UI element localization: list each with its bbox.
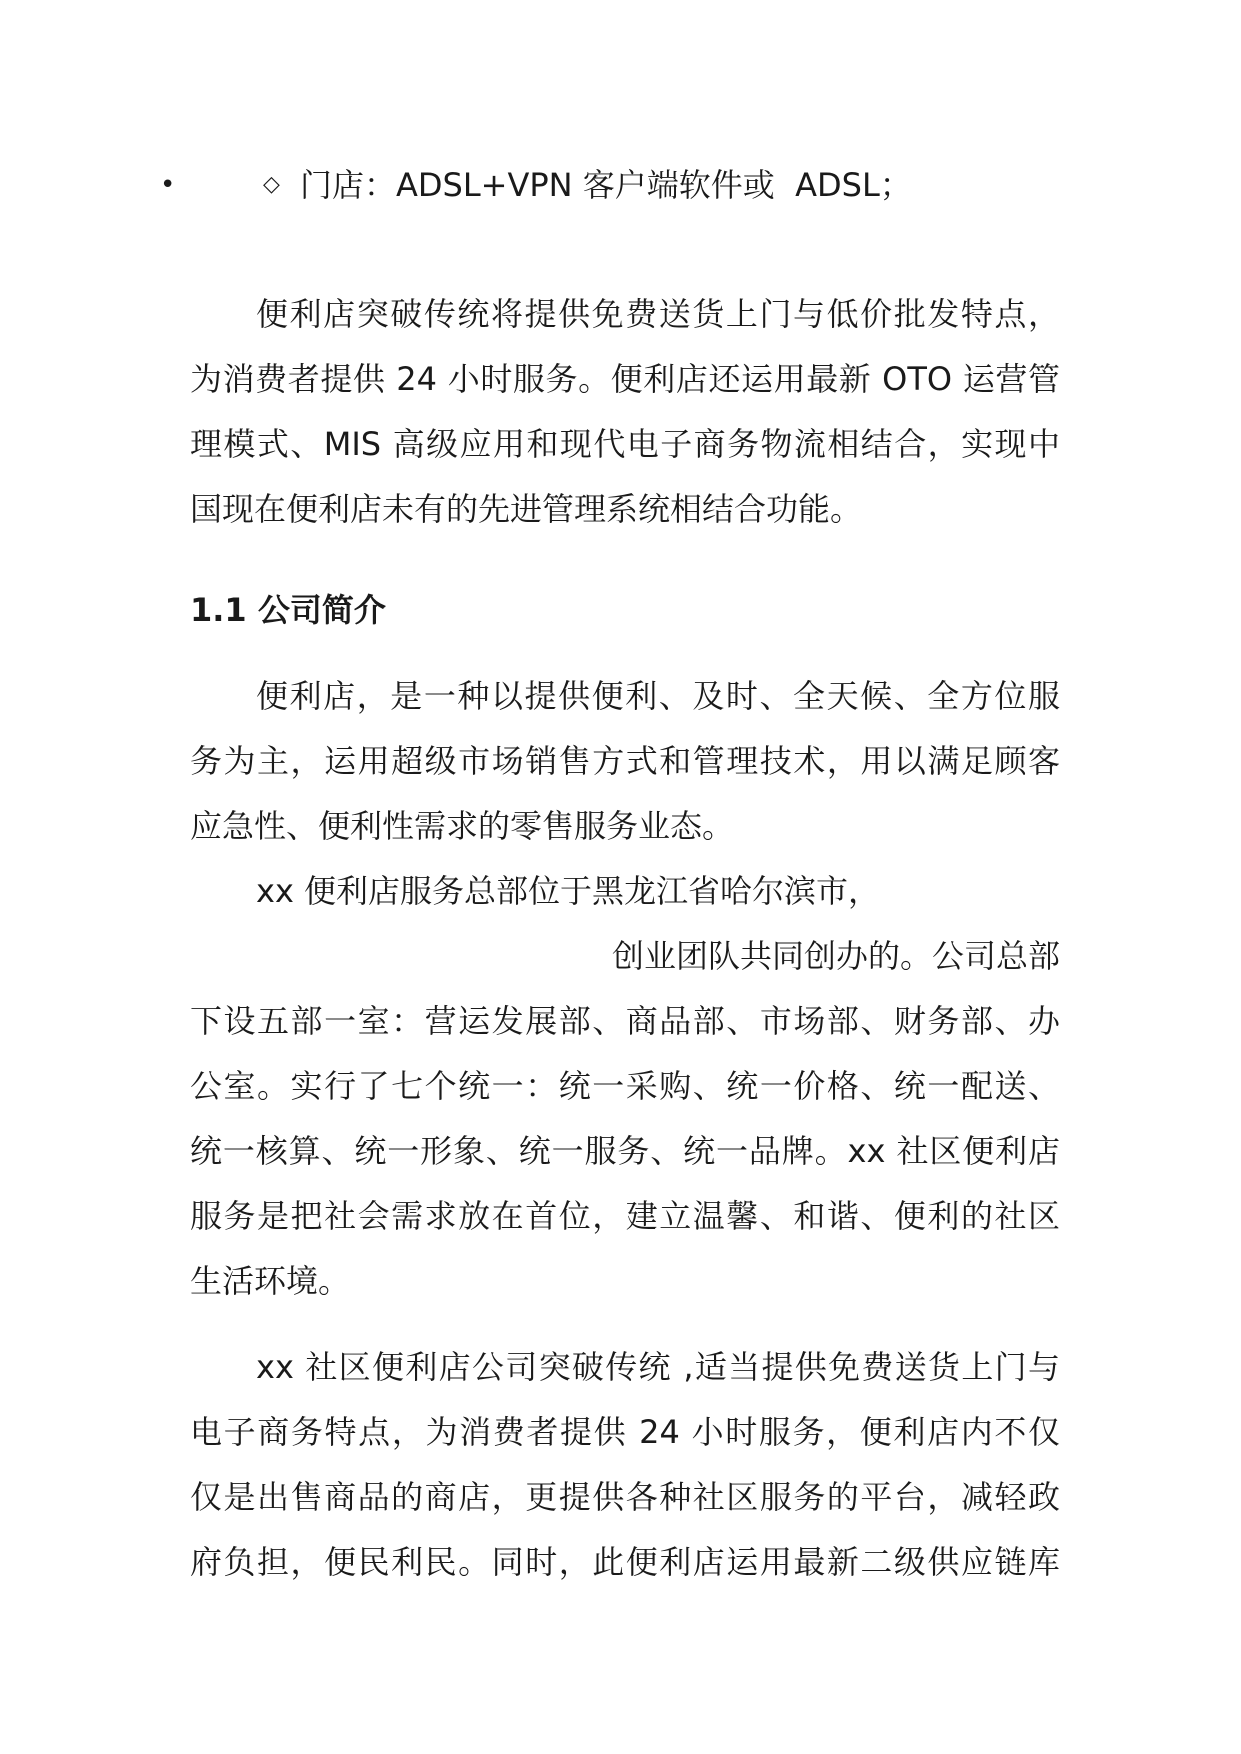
paragraph-line: 仅是出售商品的商店，更提供各种社区服务的平台，减轻政 xyxy=(190,1478,1060,1516)
paragraph-line: xx 便利店服务总部位于黑龙江省哈尔滨市， xyxy=(256,872,881,910)
diamond-bullet-icon: ◇ xyxy=(263,172,280,197)
paragraph-line: 便利店突破传统将提供免费送货上门与低价批发特点， xyxy=(256,295,1060,333)
section-heading: 1.1 公司简介 xyxy=(190,591,386,629)
paragraph-services xyxy=(190,1335,1060,1595)
paragraph-line: 生活环境。 xyxy=(190,1262,351,1300)
paragraph-line: 便利店，是一种以提供便利、及时、全天候、全方位服 xyxy=(256,677,1060,715)
paragraph-definition xyxy=(190,664,1060,859)
paragraph-line: 理模式、MIS 高级应用和现代电子商务物流相结合，实现中 xyxy=(190,425,1060,463)
bullet-text: 门店：ADSL+VPN 客户端软件或 ADSL； xyxy=(300,166,912,204)
paragraph-intro xyxy=(190,282,1060,542)
paragraph-line: xx 社区便利店公司突破传统 ,适当提供免费送货上门与 xyxy=(256,1348,1060,1386)
paragraph-line: 为消费者提供 24 小时服务。便利店还运用最新 OTO 运营管 xyxy=(190,360,1060,398)
paragraph-line: 下设五部一室：营运发展部、商品部、市场部、财务部、办 xyxy=(190,1002,1060,1040)
paragraph-company xyxy=(190,859,1060,1314)
bullet-item xyxy=(150,160,1110,210)
paragraph-line: 公室。实行了七个统一：统一采购、统一价格、统一配送、 xyxy=(190,1067,1060,1105)
paragraph-line: 创业团队共同创办的。公司总部 xyxy=(611,937,1060,975)
paragraph-line: 电子商务特点，为消费者提供 24 小时服务，便利店内不仅 xyxy=(190,1413,1060,1451)
paragraph-line: 务为主，运用超级市场销售方式和管理技术，用以满足顾客 xyxy=(190,742,1060,780)
paragraph-line: 应急性、便利性需求的零售服务业态。 xyxy=(190,807,735,845)
paragraph-line: 府负担，便民利民。同时，此便利店运用最新二级供应链库 xyxy=(190,1543,1060,1581)
paragraph-line: 服务是把社会需求放在首位，建立温馨、和谐、便利的社区 xyxy=(190,1197,1060,1235)
paragraph-line: 统一核算、统一形象、统一服务、统一品牌。xx 社区便利店 xyxy=(190,1132,1060,1170)
paragraph-line: 国现在便利店未有的先进管理系统相结合功能。 xyxy=(190,490,863,528)
bullet-dot-icon: • xyxy=(160,170,176,200)
